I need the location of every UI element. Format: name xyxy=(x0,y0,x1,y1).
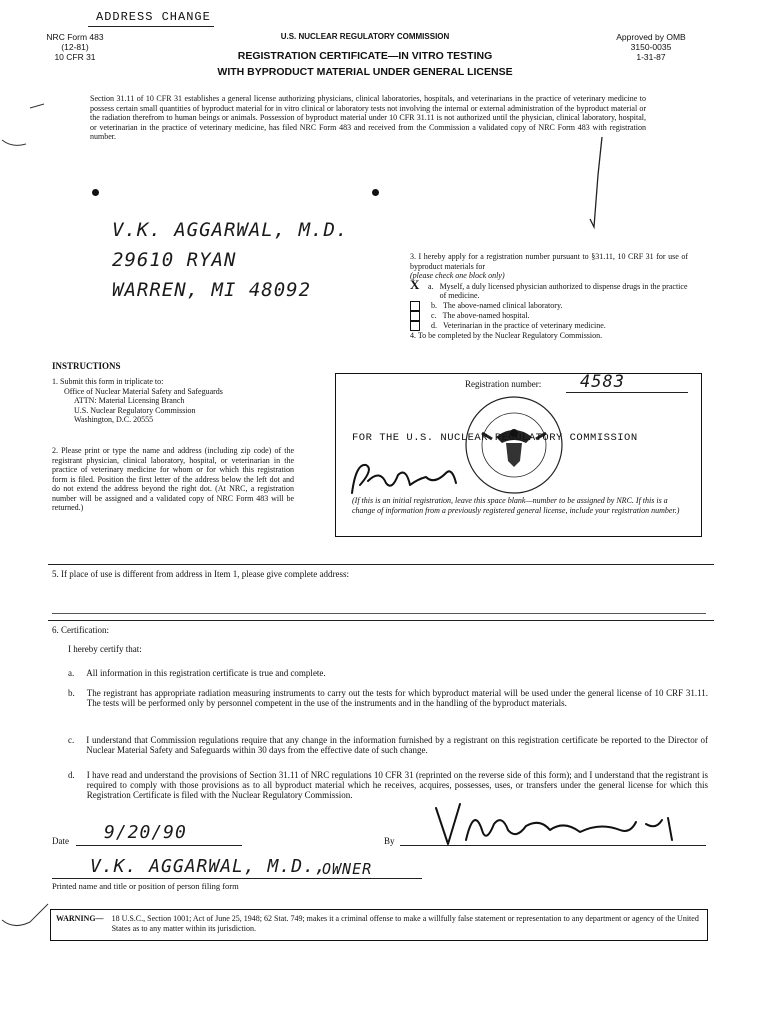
registrant-name: V.K. AGGARWAL, M.D. xyxy=(112,219,349,241)
address-line: U.S. Nuclear Regulatory Commission xyxy=(74,405,196,415)
warning-text xyxy=(56,914,704,933)
cert-item-text: All information in this registration certificate is true and complete. xyxy=(86,668,326,678)
registrant-street: 29610 RYAN xyxy=(112,249,237,271)
registrant-signature[interactable] xyxy=(430,800,680,850)
item3-block xyxy=(410,252,688,340)
option-b[interactable] xyxy=(410,301,688,311)
instruction-2: 2. Please print or type the name and address (including zip code) of the registrant physician, clinical laboratory, hospital, or veterinarian in the practice of veterinary medicine for whom or for which this registration form is filed. Position the first letter of the address below the left dot and do not extend the address beyond the right dot. (At NRC, a registration number will be assigned and a validated copy of NRC Form 483 will be returned.) xyxy=(52,446,294,512)
date-label: Date xyxy=(52,836,69,846)
item4-text: 4. To be completed by the Nuclear Regulatory Commission. xyxy=(410,330,603,340)
warning-label: WARNING— xyxy=(56,914,104,923)
option-d-checkbox[interactable] xyxy=(410,321,420,331)
option-c-letter: c. xyxy=(431,310,437,320)
by-label: By xyxy=(384,836,395,846)
form-cfr: 10 CFR 31 xyxy=(54,52,96,62)
registration-number-value: 4583 xyxy=(580,372,625,392)
right-position-dot xyxy=(372,189,379,196)
stamp-underline xyxy=(88,26,214,27)
item3-text: 3. I hereby apply for a registration number pursuant to §31.11, 10 CRF 31 for use of byproduct materials for xyxy=(410,252,688,271)
cert-item-b xyxy=(68,688,708,708)
nrc-box-note: (If this is an initial registration, leave this space blank—number to be assigned by NRC. If this is a change of information from a previously registered general license, include your registration number.) xyxy=(352,496,680,515)
nrc-for-label: FOR THE U.S. NUCLEAR REGULATORY COMMISSION xyxy=(352,432,638,444)
cert-item-letter: b. xyxy=(68,688,75,698)
option-d-text: Veterinarian in the practice of veterinary medicine. xyxy=(443,320,606,330)
registration-number-label: Registration number: xyxy=(465,379,542,389)
option-c[interactable] xyxy=(410,311,688,321)
margin-mark xyxy=(0,900,60,940)
form-title-line1: REGISTRATION CERTIFICATE—IN VITRO TESTING xyxy=(237,50,493,62)
option-d[interactable] xyxy=(410,321,688,331)
omb-number: 3150-0035 xyxy=(630,42,672,52)
cert-item-a xyxy=(68,668,708,678)
warning-body: 18 U.S.C., Section 1001; Act of June 25, 1948; 62 Stat. 749; makes it a criminal offense to make a willfully false statement or representation to any department or agency of the United States as to any matter within its jurisdiction. xyxy=(111,914,699,933)
printed-name-label: Printed name and title or position of person filing form xyxy=(52,881,239,891)
separator-line xyxy=(48,564,714,565)
date-line xyxy=(76,845,242,846)
printed-name-value[interactable]: V.K. AGGARWAL, M.D., xyxy=(90,856,327,877)
option-a-checkbox[interactable]: X xyxy=(410,276,420,292)
address-change-stamp: ADDRESS CHANGE xyxy=(96,10,211,24)
cert-item-letter: d. xyxy=(68,770,75,780)
cert-item-c xyxy=(68,735,708,755)
certification-heading: 6. Certification: xyxy=(52,625,109,635)
separator-line xyxy=(48,620,714,621)
margin-mark xyxy=(0,100,60,160)
form-date-code: (12-81) xyxy=(61,42,89,52)
instruction-1 xyxy=(52,377,302,425)
address-line: ATTN: Material Licensing Branch xyxy=(74,396,185,405)
form-number: NRC Form 483 xyxy=(46,32,104,42)
pen-stroke-mark xyxy=(586,135,610,235)
cert-item-d xyxy=(68,770,708,800)
nrc-official-signature xyxy=(346,455,506,500)
form-id-block xyxy=(46,32,104,62)
option-b-text: The above-named clinical laboratory. xyxy=(443,300,563,310)
cert-item-text: I have read and understand the provisions of Section 31.11 of NRC regulations 10 CFR 31 (reprinted on the reverse side of this form); and I understand that the registrant is required to comply with those provisions as to all byproduct material which he receives, acquires, possesses, uses, or transfers under the general license for which this Registration Certificate is filed with the Nuclear Regulatory Commission. xyxy=(86,770,708,800)
option-a-letter: a. xyxy=(428,281,434,291)
date-value[interactable]: 9/20/90 xyxy=(104,822,187,843)
option-c-checkbox[interactable] xyxy=(410,311,420,321)
cert-item-letter: a. xyxy=(68,668,75,678)
printed-title-value[interactable]: OWNER xyxy=(322,860,373,878)
cert-item-letter: c. xyxy=(68,735,75,745)
instructions-heading: INSTRUCTIONS xyxy=(52,361,121,371)
item3-note: (please check one block only) xyxy=(410,271,505,280)
omb-block xyxy=(596,32,706,62)
registrant-city: WARREN, MI 48092 xyxy=(112,279,312,301)
intro-paragraph: Section 31.11 of 10 CFR 31 establishes a general license authorizing physicians, clinical laboratories, hospitals, and veterinarians in the practice of veterinary medicine to possess certain small quantities of byproduct material for in vitro clinical or laboratory tests not involving the internal or external administration of the byproduct material or the radiation therefrom to human beings or animals. Possession of byproduct material under 10 CFR 31.11 is not authorized until the physician, clinical laboratory, hospital, or veterinarian in the practice of veterinary medicine, has filed NRC Form 483 and received from the Commission a validated copy of NRC Form 483 with registration number. xyxy=(90,94,646,141)
option-b-letter: b. xyxy=(431,300,437,310)
printed-name-line xyxy=(52,878,422,879)
cert-item-text: The registrant has appropriate radiation measuring instruments to carry out the tests for which byproduct material will be used under the general license of 10 CRF 31.11. The tests will be performed only by personnel competent in the use of the instruments and in the handling of the byproduct materials. xyxy=(86,688,708,708)
certification-lead: I hereby certify that: xyxy=(68,644,142,654)
registration-number-line xyxy=(566,392,688,393)
instruction-1-lead: 1. Submit this form in triplicate to: xyxy=(52,377,164,386)
left-position-dot xyxy=(92,189,99,196)
option-a[interactable] xyxy=(410,276,688,301)
form-title-line2: WITH BYPRODUCT MATERIAL UNDER GENERAL LICENSE xyxy=(217,66,513,78)
address-line: Office of Nuclear Material Safety and Safeguards xyxy=(64,386,223,396)
place-of-use-line xyxy=(52,613,706,614)
option-a-text: Myself, a duly licensed physician authorized to dispense drugs in the practice of medicine. xyxy=(439,281,688,300)
item5-label: 5. If place of use is different from address in Item 1, please give complete address: xyxy=(52,569,349,579)
nrc-mailing-address xyxy=(52,387,302,425)
omb-approved: Approved by OMB xyxy=(616,32,686,42)
cert-item-text: I understand that Commission regulations require that any change in the information furnished by a registrant on this registration certificate be reported to the Director of Nuclear Material Safety and Safeguards within 30 days from the effective date of such change. xyxy=(86,735,708,755)
address-line: Washington, D.C. 20555 xyxy=(74,415,154,424)
option-d-letter: d. xyxy=(431,320,437,330)
option-b-checkbox[interactable] xyxy=(410,301,420,311)
registrant-address xyxy=(112,215,348,305)
agency-name: U.S. NUCLEAR REGULATORY COMMISSION xyxy=(280,32,450,41)
option-c-text: The above-named hospital. xyxy=(442,310,530,320)
omb-expires: 1-31-87 xyxy=(636,52,666,62)
